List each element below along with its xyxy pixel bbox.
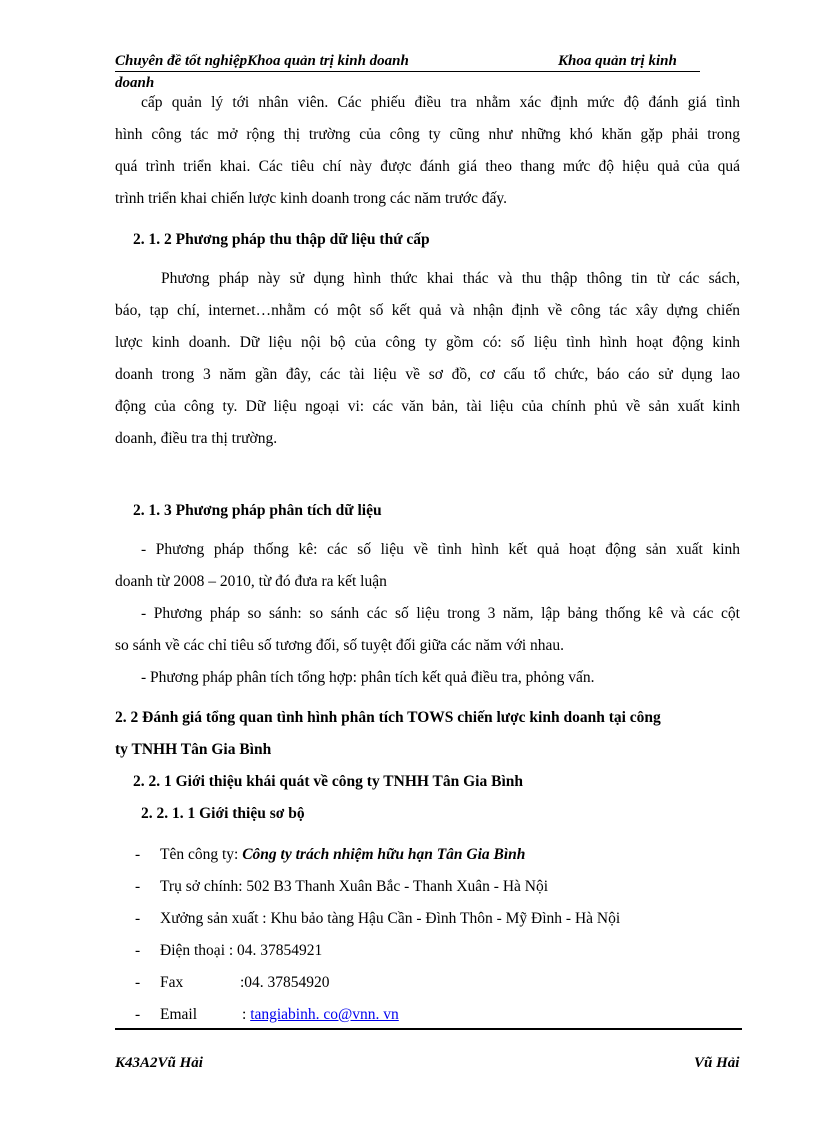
list-bullet: - bbox=[135, 974, 141, 991]
page-footer-left: K43A2Vũ Hải bbox=[115, 1055, 203, 1071]
list-bullet: - bbox=[135, 878, 141, 895]
heading-2-2-line-1: 2. 2 Đánh giá tổng quan tình hình phân tích TOWS chiến lược kinh doanh tại công bbox=[115, 709, 661, 726]
section-212-line-2: báo, tạp chí, internet…nhằm có một số kết quả và nhận định về công tác xây dựng chiến bbox=[115, 302, 740, 319]
section-213-line-3: - Phương pháp so sánh: so sánh các số liệu trong 3 năm, lập bảng thống kê và các cột bbox=[141, 605, 740, 622]
list-bullet: - bbox=[135, 942, 141, 959]
company-fax-label: Fax bbox=[160, 974, 184, 991]
intro-line-2: hình công tác mở rộng thị trường của công ty cũng như những khó khăn gặp phải trong bbox=[115, 126, 740, 143]
company-fax-value: :04. 37854920 bbox=[240, 974, 330, 991]
heading-2-2-1-1: 2. 2. 1. 1 Giới thiệu sơ bộ bbox=[141, 805, 305, 822]
section-212-line-5: động của công ty. Dữ liệu ngoại vi: các văn bản, tài liệu của chính phủ về sản xuất kinh bbox=[115, 398, 740, 415]
company-email-link[interactable]: tangiabinh. co@vnn. vn bbox=[250, 1006, 399, 1023]
section-212-line-6: doanh, điều tra thị trường. bbox=[115, 430, 278, 447]
intro-line-3: quá trình triển khai. Các tiêu chí này được đánh giá theo thang mức độ hiệu quả của quá bbox=[115, 158, 740, 175]
company-phone-item: Điện thoại : 04. 37854921 bbox=[160, 942, 323, 959]
company-email-item bbox=[242, 1006, 399, 1024]
section-213-line-5: - Phương pháp phân tích tổng hợp: phân tích kết quả điều tra, phỏng vấn. bbox=[141, 669, 595, 686]
section-212-line-1: Phương pháp này sử dụng hình thức khai thác và thu thập thông tin từ các sách, bbox=[161, 270, 740, 287]
company-email-label: Email bbox=[160, 1006, 198, 1023]
list-bullet: - bbox=[135, 1006, 141, 1023]
page-header-left: Chuyên đề tốt nghiệpKhoa quản trị kinh doanh bbox=[115, 53, 409, 69]
list-bullet: - bbox=[135, 910, 141, 927]
section-212-line-3: lược kinh doanh. Dữ liệu nội bộ của công ty gồm có: số liệu tình hình hoạt động kinh bbox=[115, 334, 740, 351]
heading-2-2-line-2: ty TNHH Tân Gia Bình bbox=[115, 741, 272, 758]
footer-rule bbox=[115, 1028, 742, 1030]
company-hq-item: Trụ sở chính: 502 B3 Thanh Xuân Bắc - Thanh Xuân - Hà Nội bbox=[160, 878, 549, 895]
intro-line-1: cấp quản lý tới nhân viên. Các phiếu điều tra nhằm xác định mức độ đánh giá tình bbox=[141, 94, 740, 111]
company-factory-item: Xưởng sản xuất : Khu bảo tàng Hậu Cần - Đình Thôn - Mỹ Đình - Hà Nội bbox=[160, 910, 621, 927]
intro-line-4: trình triển khai chiến lược kinh doanh trong các năm trước đấy. bbox=[115, 190, 508, 207]
company-name-item bbox=[160, 846, 525, 864]
company-name-value: Công ty trách nhiệm hữu hạn Tân Gia Bình bbox=[242, 846, 526, 863]
section-213-line-2: doanh từ 2008 – 2010, từ đó đưa ra kết luận bbox=[115, 573, 387, 590]
header-rule bbox=[115, 71, 700, 72]
company-name-label: Tên công ty: bbox=[160, 846, 243, 863]
list-bullet: - bbox=[135, 846, 141, 863]
section-213-line-4: so sánh về các chỉ tiêu số tương đối, số tuyệt đối giữa các năm với nhau. bbox=[115, 637, 565, 654]
company-email-separator: : bbox=[242, 1006, 251, 1023]
heading-2-1-2: 2. 1. 2 Phương pháp thu thập dữ liệu thứ cấp bbox=[133, 231, 430, 248]
page-header-right: Khoa quản trị kinh bbox=[558, 53, 677, 69]
heading-2-2-1: 2. 2. 1 Giới thiệu khái quát về công ty TNHH Tân Gia Bình bbox=[133, 773, 523, 790]
section-213-line-1: - Phương pháp thống kê: các số liệu về tình hình kết quả hoạt động sản xuất kinh bbox=[141, 541, 740, 558]
section-212-line-4: doanh trong 3 năm gần đây, các tài liệu về sơ đồ, cơ cấu tổ chức, báo cáo sử dụng lao bbox=[115, 366, 740, 383]
heading-2-1-3: 2. 1. 3 Phương pháp phân tích dữ liệu bbox=[133, 502, 382, 519]
page-header-continuation: doanh bbox=[115, 75, 155, 91]
page-footer-right: Vũ Hải bbox=[694, 1055, 740, 1071]
